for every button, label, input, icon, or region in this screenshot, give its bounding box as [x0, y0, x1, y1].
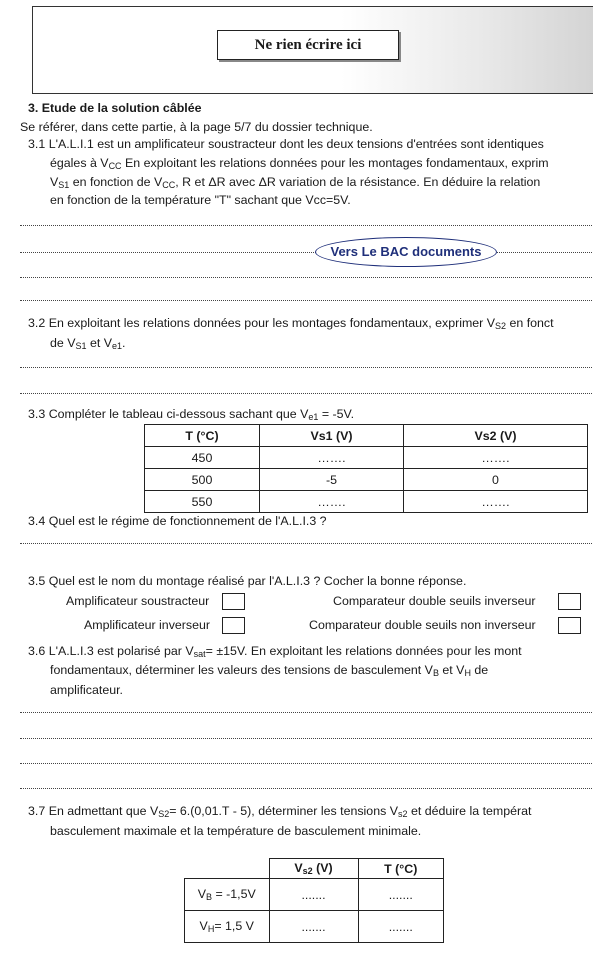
q37-table: [184, 858, 444, 943]
answer-line[interactable]: [20, 712, 592, 713]
answer-line[interactable]: [20, 252, 592, 253]
q37-header-sub: s2: [302, 866, 313, 876]
q36-text1b: = ±15V. En exploitant les relations données pour les mont: [205, 644, 522, 658]
q37-input-cell[interactable]: .......: [358, 879, 444, 911]
option-label: Amplificateur inverseur: [84, 618, 211, 632]
q37-line2: basculement maximale et la température de basculement minimale.: [50, 824, 422, 838]
q34-line: [28, 514, 327, 528]
answer-line[interactable]: [20, 225, 592, 226]
q36-sub-sat: sat: [193, 649, 206, 659]
q31-text3a: V: [50, 175, 59, 189]
checkbox-amplificateur-soustracteur[interactable]: [222, 593, 245, 610]
q33-cell: 0: [404, 469, 588, 491]
q37-input-cell[interactable]: .......: [269, 911, 358, 943]
q37-number: 3.7: [28, 804, 46, 818]
q37-row-label-vh: [185, 911, 270, 943]
q37-sub-s2: S2: [158, 809, 170, 819]
option-label: Amplificateur soustracteur: [66, 594, 210, 608]
answer-line[interactable]: [20, 763, 592, 764]
q34-text: Quel est le régime de fonctionnement de l'A.L.I.3 ?: [48, 514, 327, 528]
q34-number: 3.4: [28, 514, 46, 528]
q33-cell: 500: [145, 469, 260, 491]
q32-number: 3.2: [28, 316, 46, 330]
option-label: Comparateur double seuils inverseur: [333, 594, 536, 608]
q32-sub-s1: S1: [75, 341, 87, 351]
q35-text: Quel est le nom du montage réalisé par l'A.L.I.3 ? Cocher la bonne réponse.: [48, 574, 467, 588]
q37-row-label-vb: [185, 879, 270, 911]
q31-text3c: , R et ΔR avec ΔR variation de la résistance. En déduire la relation: [175, 175, 541, 189]
q32-text1a: En exploitant les relations données pour les montages fondamentaux, exprimer V: [48, 316, 496, 330]
answer-line[interactable]: [20, 277, 592, 278]
q37-vh-rest: = 1,5 V: [214, 919, 254, 933]
q33-input-cell[interactable]: …….: [260, 447, 404, 469]
q32-sub-e1: e1: [112, 341, 123, 351]
q31-text3b: en fonction de V: [69, 175, 163, 189]
q31-line3: [50, 175, 540, 190]
q33-header-vs1: Vs1 (V): [260, 425, 404, 447]
q32-text1b: en fonct: [506, 316, 554, 330]
q36-text1a: L'A.L.I.3 est polarisé par V: [48, 644, 194, 658]
q31-sub-cc2: CC: [162, 180, 176, 190]
q33-cell: 550: [145, 491, 260, 513]
q32-line2: [50, 336, 125, 351]
q33-sub-e1: e1: [308, 412, 319, 422]
q37-header-t: T (°C): [358, 859, 444, 879]
q36-sub-h: H: [464, 668, 471, 678]
q31-sub-s1: S1: [58, 180, 70, 190]
q31-number: 3.1: [28, 137, 46, 151]
q36-line1: [28, 644, 522, 659]
q36-sub-b: B: [432, 668, 439, 678]
q37-header-vs2: [269, 859, 358, 879]
section-intro: Se référer, dans cette partie, à la page 5/7 du dossier technique.: [20, 120, 373, 134]
option-label: Comparateur double seuils non inverseur: [309, 618, 536, 632]
q37-text1b: = 6.(0,01.T - 5), déterminer les tensions V: [169, 804, 398, 818]
section-title: 3. Etude de la solution câblée: [28, 101, 202, 115]
q32-sub-s2: S2: [495, 321, 507, 331]
q35-number: 3.5: [28, 574, 46, 588]
answer-line[interactable]: [20, 367, 592, 368]
q33-text-b: = -5V.: [318, 407, 355, 421]
q31-sub-cc: CC: [108, 161, 122, 171]
checkbox-amplificateur-inverseur[interactable]: [222, 617, 245, 634]
q37-header-unit: (V): [312, 861, 333, 875]
q37-vb-v: V: [197, 887, 206, 901]
answer-line[interactable]: [20, 543, 592, 544]
q33-cell: -5: [260, 469, 404, 491]
q31-line2: [50, 156, 549, 171]
q31-text2a: égales à V: [50, 156, 109, 170]
q37-input-cell[interactable]: .......: [358, 911, 444, 943]
q36-text2b: et V: [438, 663, 465, 677]
q33-header-vs2: Vs2 (V): [404, 425, 588, 447]
q33-header-t: T (°C): [145, 425, 260, 447]
q33-line: [28, 407, 354, 422]
answer-line[interactable]: [20, 738, 592, 739]
banner-ne-rien-ecrire: Ne rien écrire ici: [217, 30, 399, 60]
q36-line3: amplificateur.: [50, 683, 124, 697]
q37-vh-v: V: [199, 919, 208, 933]
q36-number: 3.6: [28, 644, 46, 658]
q32-text2b: et V: [86, 336, 112, 350]
q37-empty-corner: [185, 859, 270, 879]
q37-vb-sub: B: [206, 892, 213, 902]
vers-le-bac-stamp: Vers Le BAC documents: [315, 237, 497, 267]
q33-cell: 450: [145, 447, 260, 469]
q31-text2b: En exploitant les relations données pour les montages fondamentaux, exprim: [121, 156, 549, 170]
q33-number: 3.3: [28, 407, 46, 421]
q31-text1: L'A.L.I.1 est un amplificateur soustracteur dont les deux tensions d'entrées sont identiques: [48, 137, 544, 151]
q32-line1: [28, 316, 554, 331]
answer-line[interactable]: [20, 788, 592, 789]
q37-header-v: V: [294, 861, 303, 875]
q33-input-cell[interactable]: …….: [404, 447, 588, 469]
q33-table: [144, 424, 588, 513]
q37-sub-s2b: s2: [398, 809, 408, 819]
checkbox-comparateur-inverseur[interactable]: [558, 593, 581, 610]
q37-input-cell[interactable]: .......: [269, 879, 358, 911]
q36-text2c: de: [470, 663, 489, 677]
checkbox-comparateur-non-inverseur[interactable]: [558, 617, 581, 634]
q35-line: [28, 574, 466, 588]
q37-text1c: et déduire la températ: [407, 804, 532, 818]
q36-line2: [50, 663, 488, 678]
q37-text1a: En admettant que V: [48, 804, 159, 818]
q31-line1: [28, 137, 544, 151]
q32-text2c: .: [122, 336, 126, 350]
q33-input-cell[interactable]: …….: [404, 491, 588, 513]
q32-text2a: de V: [50, 336, 76, 350]
q33-text-a: Compléter le tableau ci-dessous sachant que V: [48, 407, 309, 421]
q37-vb-rest: = -1,5V: [212, 887, 256, 901]
q33-input-cell[interactable]: …….: [260, 491, 404, 513]
answer-line[interactable]: [20, 300, 592, 301]
q37-vh-sub: H: [207, 924, 215, 934]
q37-line1: [28, 804, 532, 819]
answer-line[interactable]: [20, 393, 592, 394]
q36-text2a: fondamentaux, déterminer les valeurs des tensions de basculement V: [50, 663, 433, 677]
q31-line4: en fonction de la température "T" sachant que Vcc=5V.: [50, 193, 351, 207]
